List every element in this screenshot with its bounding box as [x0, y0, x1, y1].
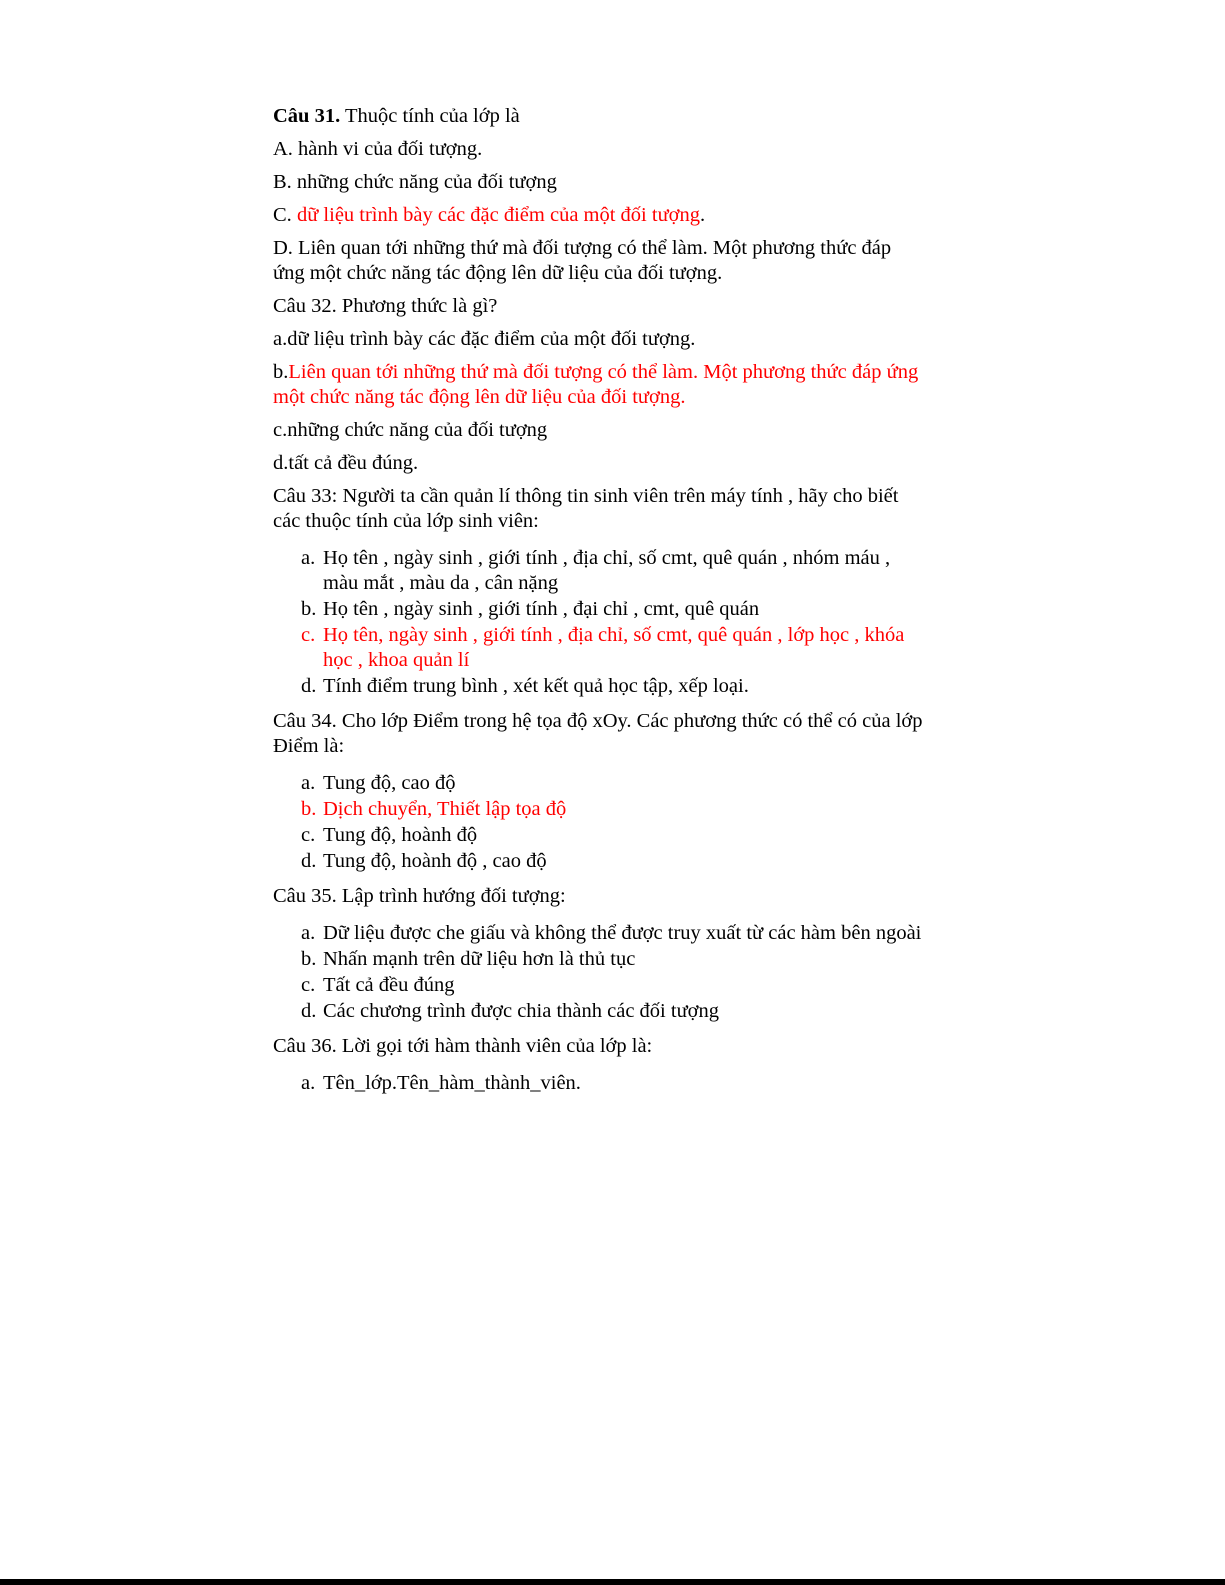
option-marker: d.	[301, 675, 317, 697]
option-text: Tung độ, hoành độ	[323, 824, 478, 846]
q36-options	[273, 1071, 923, 1096]
q34-options	[273, 771, 923, 874]
q31-option-c-answer: dữ liệu trình bày các đặc điểm của một đối tượng	[296, 204, 701, 226]
option-marker: c.	[301, 624, 316, 646]
option-text: Tất cả đều đúng	[323, 974, 455, 996]
option-marker: a.	[301, 547, 316, 569]
question-31-text: Thuộc tính của lớp là	[340, 105, 520, 127]
q34-option-a	[301, 771, 923, 796]
q31-option-d: D. Liên quan tới những thứ mà đối tượng có thể làm. Một phương thức đáp ứng một chức năng tác động lên dữ liệu của đối tượng.	[273, 237, 892, 284]
option-text: Tung độ, cao độ	[323, 772, 456, 794]
q31-option-b: B. những chức năng của đối tượng	[273, 171, 557, 193]
q32-option-a: a.dữ liệu trình bày các đặc điểm của một đối tượng.	[273, 328, 696, 350]
q34-option-b-answer	[301, 797, 923, 822]
q31-option-c	[273, 203, 923, 228]
q34-option-d	[301, 849, 923, 874]
q35-option-c	[301, 973, 923, 998]
q36-option-a	[301, 1071, 923, 1096]
option-marker: b.	[301, 598, 317, 620]
option-text: Họ tên , ngày sinh , giới tính , địa chỉ, số cmt, quê quán , nhóm máu , màu mắt , màu da , cân nặng	[323, 547, 891, 594]
option-text: Tên_lớp.Tên_hàm_thành_viên.	[323, 1072, 581, 1094]
option-text: Tính điểm trung bình , xét kết quả học tập, xếp loại.	[323, 675, 749, 697]
q35-option-b	[301, 947, 923, 972]
question-31-label: Câu 31.	[273, 105, 341, 127]
option-text: Họ tên, ngày sinh , giới tính , địa chỉ, số cmt, quê quán , lớp học , khóa học , khoa quản lí	[323, 624, 905, 671]
document-content	[273, 104, 923, 1106]
option-marker: c.	[301, 974, 316, 996]
q31-option-a: A. hành vi của đối tượng.	[273, 138, 483, 160]
q33-options	[273, 546, 923, 699]
option-marker: a.	[301, 772, 316, 794]
option-marker: b.	[301, 798, 317, 820]
option-marker: c.	[301, 824, 316, 846]
question-34: Câu 34. Cho lớp Điểm trong hệ tọa độ xOy. Các phương thức có thể có của lớp Điểm là:	[273, 710, 923, 757]
question-31	[273, 104, 923, 129]
q31-option-c-suffix: .	[700, 204, 706, 226]
q32-option-c: c.những chức năng của đối tượng	[273, 419, 548, 441]
page-bottom-border	[0, 1579, 1225, 1585]
question-32: Câu 32. Phương thức là gì?	[273, 295, 498, 317]
q33-option-c-answer	[301, 623, 923, 673]
option-text: Họ tên , ngày sinh , giới tính , đại chỉ , cmt, quê quán	[323, 598, 760, 620]
question-33: Câu 33: Người ta cần quản lí thông tin sinh viên trên máy tính , hãy cho biết các thuộc tính của lớp sinh viên:	[273, 485, 899, 532]
q33-option-b	[301, 597, 923, 622]
option-text: Tung độ, hoành độ , cao độ	[323, 850, 547, 872]
option-text: Dữ liệu được che giấu và không thể được truy xuất từ các hàm bên ngoài	[323, 922, 922, 944]
q33-option-a	[301, 546, 923, 596]
q35-option-a	[301, 921, 923, 946]
option-text: Nhấn mạnh trên dữ liệu hơn là thủ tục	[323, 948, 636, 970]
option-marker: a.	[301, 1072, 316, 1094]
q32-option-b-answer: Liên quan tới những thứ mà đối tượng có thể làm. Một phương thức đáp ứng một chức năng tác động lên dữ liệu của đối tượng.	[273, 361, 919, 408]
q33-option-d	[301, 674, 923, 699]
option-marker: a.	[301, 922, 316, 944]
question-36: Câu 36. Lời gọi tới hàm thành viên của lớp là:	[273, 1035, 653, 1057]
option-marker: b.	[301, 948, 317, 970]
option-marker: d.	[301, 1000, 317, 1022]
q31-option-c-prefix: C.	[273, 204, 297, 226]
q32-option-b	[273, 360, 923, 410]
q34-option-c	[301, 823, 923, 848]
option-text: Các chương trình được chia thành các đối tượng	[323, 1000, 720, 1022]
question-35: Câu 35. Lập trình hướng đối tượng:	[273, 885, 566, 907]
q32-option-d: d.tất cả đều đúng.	[273, 452, 419, 474]
option-marker: d.	[301, 850, 317, 872]
q35-option-d	[301, 999, 923, 1024]
q32-option-b-prefix: b.	[273, 361, 289, 383]
q35-options	[273, 921, 923, 1024]
option-text: Dịch chuyển, Thiết lập tọa độ	[323, 798, 567, 820]
